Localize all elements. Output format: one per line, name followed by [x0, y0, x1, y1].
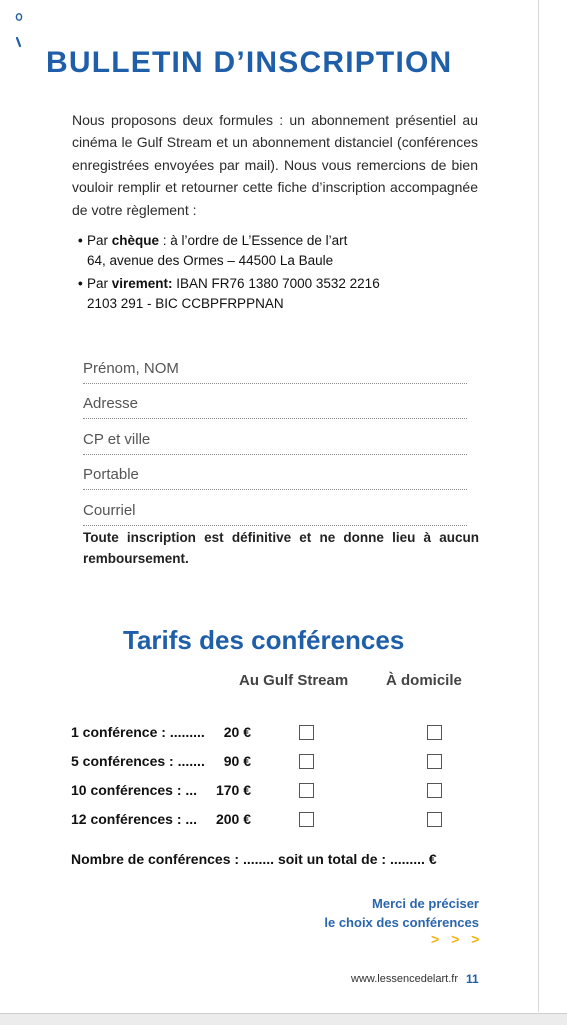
cheque-line1: : à l’ordre de L’Essence de l’art [159, 233, 348, 248]
address-field-label: Adresse [83, 395, 139, 412]
postcode-city-field[interactable] [83, 419, 467, 455]
tarif-row-price: 200 € [215, 811, 251, 827]
mobile-field-label: Portable [83, 466, 139, 483]
email-field[interactable] [83, 490, 467, 526]
page-bottom-edge [0, 1013, 567, 1025]
corner-marks-icon [14, 12, 24, 48]
tarif-row-label: 10 conférences : ... [71, 782, 198, 798]
total-line: Nombre de conférences : ........ soit un total de : ......... € [71, 851, 437, 867]
checkbox-10-gulf-stream[interactable] [299, 783, 314, 798]
bullet-icon: • [78, 276, 83, 291]
cheque-prefix: Par [87, 233, 112, 248]
intro-paragraph: Nous proposons deux formules : un abonnement présentiel au cinéma le Gulf Stream et un abonnement distanciel (conférences enregistrées envoyées par mail). Nous vous remercions de bien vouloir remplir et retourner cette fiche d’inscription accompagnée de votre règlement : [72, 112, 478, 218]
page-title: BULLETIN D’INSCRIPTION [46, 46, 453, 79]
name-field[interactable] [83, 348, 467, 384]
payment-virement [78, 274, 478, 314]
virement-iban: IBAN FR76 1380 7000 3532 2216 [172, 276, 380, 291]
checkbox-12-gulf-stream[interactable] [299, 812, 314, 827]
tarif-row-price: 90 € [223, 753, 251, 769]
virement-bic: 2103 291 - BIC CCBPFRPPNAN [87, 296, 284, 311]
virement-prefix: Par [87, 276, 112, 291]
tarif-row-price: 170 € [215, 782, 251, 798]
column-header-domicile: À domicile [386, 672, 462, 689]
arrows-icon: > > > [431, 931, 484, 947]
address-field[interactable] [83, 384, 467, 420]
page-number: 11 [466, 972, 479, 986]
cheque-address: 64, avenue des Ormes – 44500 La Baule [87, 253, 334, 268]
page-edge-divider [538, 0, 539, 1012]
checkbox-5-domicile[interactable] [427, 754, 442, 769]
column-header-gulf-stream: Au Gulf Stream [239, 672, 349, 689]
cheque-method: chèque [111, 233, 160, 248]
tarif-row-label: 12 conférences : ... [71, 811, 198, 827]
postcode-city-field-label: CP et ville [83, 430, 151, 448]
checkbox-12-domicile[interactable] [427, 812, 442, 827]
virement-method: virement: [111, 276, 173, 291]
merci-line-2: le choix des conférences [324, 915, 479, 930]
refund-note: Toute inscription est définitive et ne donne lieu à aucun remboursement. [83, 530, 479, 566]
checkbox-10-domicile[interactable] [427, 783, 442, 798]
name-field-label: Prénom, NOM [83, 359, 179, 377]
tarif-row-price: 20 € [223, 724, 251, 740]
tarifs-title: Tarifs des conférences [123, 625, 405, 655]
payment-cheque [78, 231, 478, 271]
tarif-row-label: 1 conférence : ......... [71, 724, 205, 740]
bullet-icon: • [78, 233, 83, 248]
checkbox-5-gulf-stream[interactable] [299, 754, 314, 769]
registration-form [83, 348, 467, 526]
checkbox-1-gulf-stream[interactable] [299, 725, 314, 740]
checkbox-1-domicile[interactable] [427, 725, 442, 740]
merci-line-1: Merci de préciser [372, 896, 479, 911]
footer-url: www.lessencedelart.fr [351, 973, 458, 985]
mobile-field[interactable] [83, 455, 467, 491]
tarif-row-label: 5 conférences : ....... [71, 753, 205, 769]
email-field-label: Courriel [83, 501, 136, 519]
